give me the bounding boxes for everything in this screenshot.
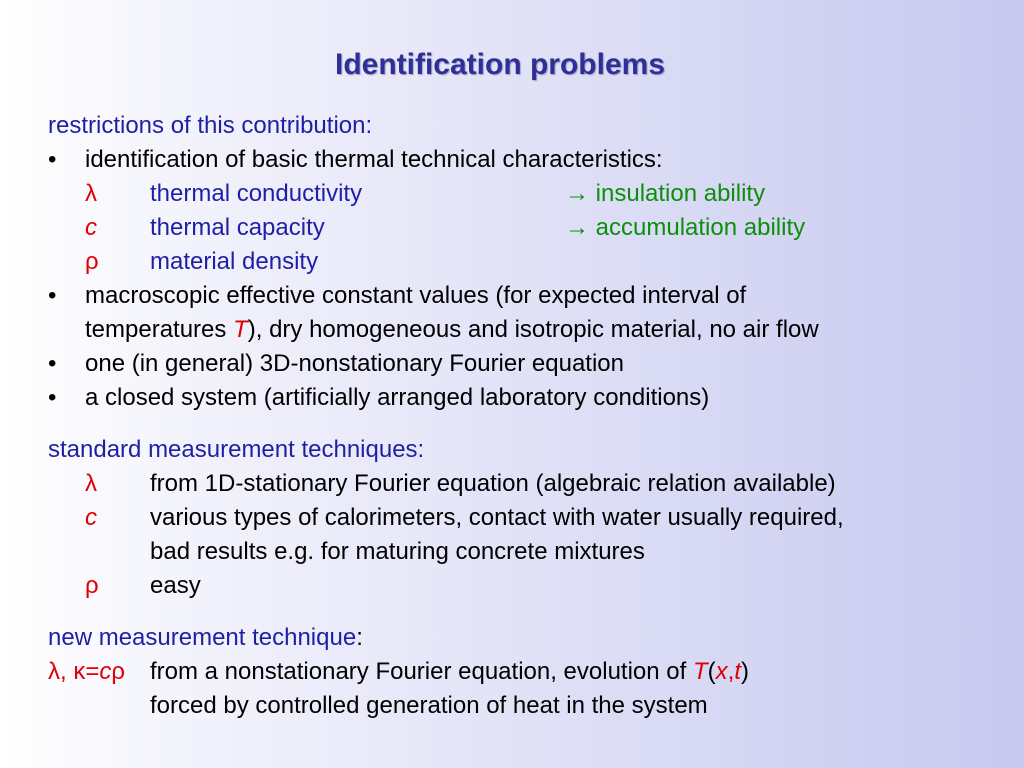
technique-text: various types of calorimeters, contact with water usually required, <box>150 504 844 531</box>
symbol-text: λ, κ= <box>48 658 100 685</box>
symbol-lambda: λ <box>85 470 97 497</box>
symbol-x: x <box>715 658 728 685</box>
symbol-rho: ρ <box>111 658 126 685</box>
technique-text: from 1D-stationary Fourier equation (algebraic relation available) <box>150 470 836 497</box>
bullet-text: one (in general) 3D-nonstationary Fourier equation <box>85 350 624 377</box>
bullet-marker: • <box>48 146 57 173</box>
arrow-accumulation-ability: → accumulation ability <box>565 214 806 241</box>
label-thermal-capacity: thermal capacity <box>150 214 325 241</box>
bullet-basic-characteristics <box>48 146 663 174</box>
bullet-marker: • <box>48 384 57 411</box>
heading-text: new measurement technique <box>48 624 357 651</box>
symbol-T: T <box>692 658 708 685</box>
bullet-macroscopic <box>48 282 746 310</box>
bullet-marker: • <box>48 350 57 377</box>
bullet-text: a closed system (artificially arranged laboratory conditions) <box>85 384 710 411</box>
comma: , <box>727 658 735 685</box>
arrow-insulation-ability: → insulation ability <box>565 180 766 207</box>
symbol-lambda-kappa <box>48 658 125 686</box>
label-material-density: material density <box>150 248 319 275</box>
bullet-fourier <box>48 350 624 378</box>
label-thermal-conductivity: thermal conductivity <box>150 180 363 207</box>
symbol-c: c <box>85 504 97 531</box>
new-technique-heading <box>48 624 363 652</box>
symbol-rho: ρ <box>85 248 99 275</box>
symbol-c: c <box>85 214 97 241</box>
technique-text: easy <box>150 572 201 599</box>
heading-colon: : <box>356 624 363 651</box>
restrictions-heading: restrictions of this contribution: <box>48 112 373 139</box>
technique-text-continuation: bad results e.g. for maturing concrete mixtures <box>150 538 645 565</box>
symbol-rho: ρ <box>85 572 99 599</box>
bullet-marker: • <box>48 282 57 309</box>
symbol-t: t <box>734 658 741 685</box>
standard-techniques-heading: standard measurement techniques: <box>48 436 425 463</box>
text-segment: ), dry homogeneous and isotropic material, no air flow <box>247 316 819 343</box>
text-segment: from a nonstationary Fourier equation, evolution of <box>150 658 693 685</box>
new-technique-text <box>150 658 749 686</box>
bullet-text: macroscopic effective constant values (for expected interval of <box>85 282 747 309</box>
text-segment: temperatures <box>85 316 234 343</box>
paren: ( <box>707 658 716 685</box>
bullet-macroscopic-continuation <box>85 316 819 344</box>
new-technique-text-continuation: forced by controlled generation of heat in the system <box>150 692 708 719</box>
symbol-T: T <box>233 316 248 343</box>
paren: ) <box>741 658 749 685</box>
symbol-c: c <box>99 658 112 685</box>
bullet-closed-system <box>48 384 709 412</box>
symbol-lambda: λ <box>85 180 97 207</box>
slide-title: Identification problems <box>334 48 666 81</box>
bullet-text: identification of basic thermal technical characteristics: <box>85 146 663 173</box>
